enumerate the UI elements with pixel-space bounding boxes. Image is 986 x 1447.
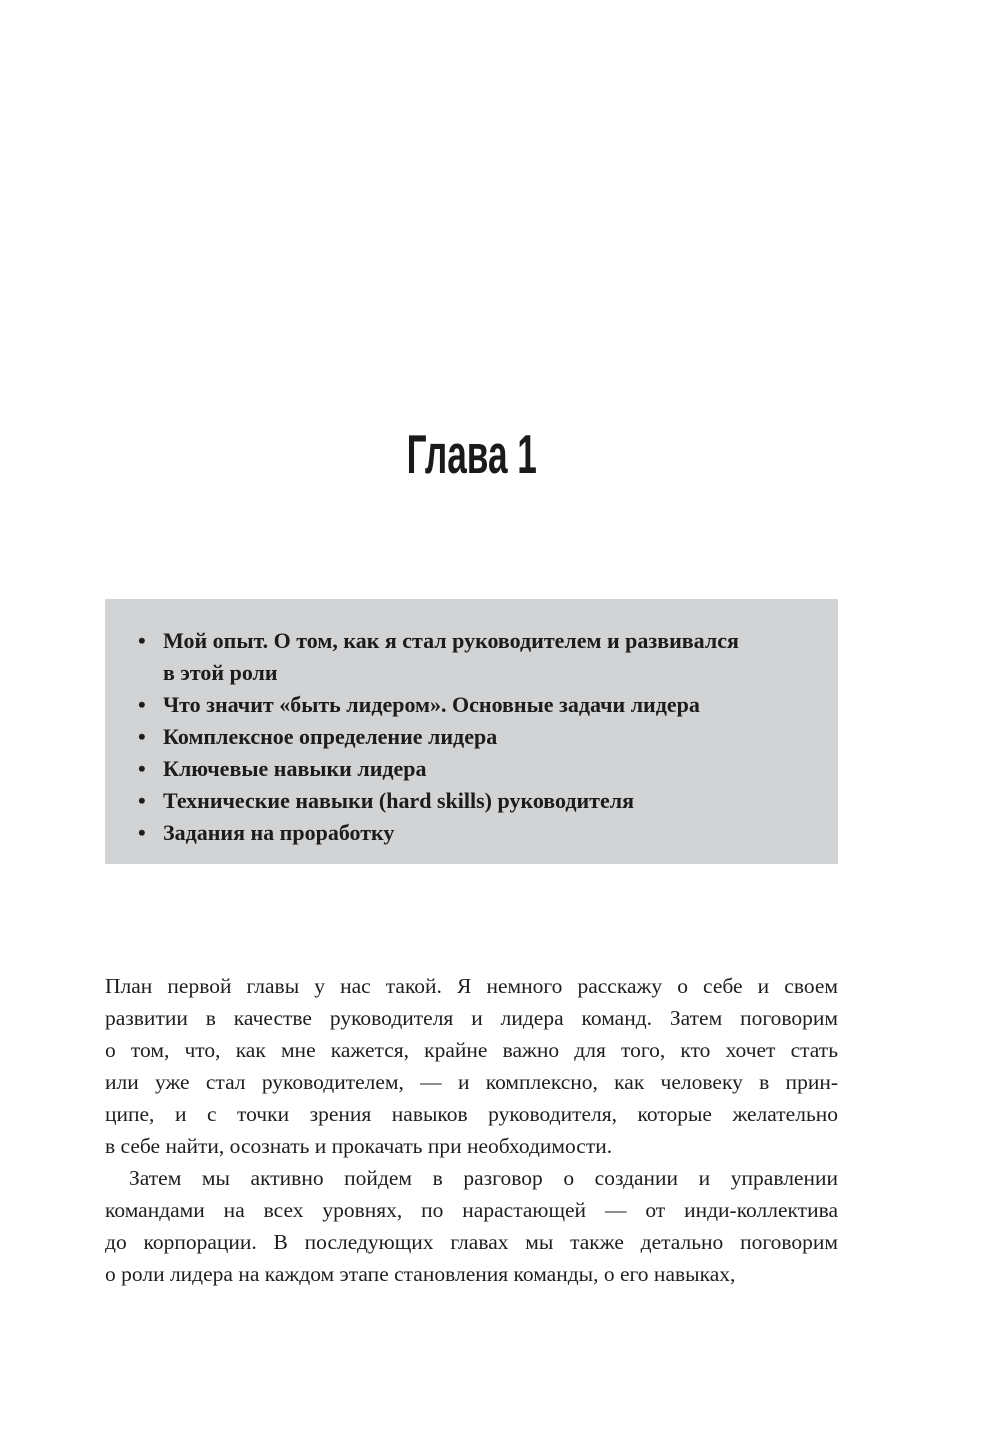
bullet-item-line: Мой опыт. О том, как я стал руководителем и развивался bbox=[163, 628, 739, 653]
text-line: до корпорации. В последующих главах мы также детально поговорим bbox=[105, 1230, 838, 1254]
text-line: развитии в качестве руководителя и лидера команд. Затем поговорим bbox=[105, 1006, 838, 1030]
bullet-item-line: Комплексное определение лидера bbox=[163, 724, 498, 749]
text-line: о роли лидера на каждом этапе становления команды, о его навыках, bbox=[105, 1262, 736, 1286]
bullet-item-line: Задания на проработку bbox=[163, 820, 395, 845]
bullet-icon: • bbox=[138, 820, 146, 845]
bullet-item-line: Технические навыки (hard skills) руководителя bbox=[163, 788, 635, 813]
body-text bbox=[105, 970, 838, 1290]
summary-list-item bbox=[105, 721, 810, 753]
summary-list-item bbox=[105, 625, 810, 689]
text-line: в себе найти, осознать и прокачать при необходимости. bbox=[105, 1134, 613, 1158]
bullet-item-lines bbox=[163, 817, 810, 849]
bullet-item-line: в этой роли bbox=[163, 660, 278, 685]
text-line: План первой главы у нас такой. Я немного расскажу о себе и своем bbox=[105, 974, 838, 998]
text-line: о том, что, как мне кажется, крайне важно для того, кто хочет стать bbox=[105, 1038, 838, 1062]
text-line: командами на всех уровнях, по нарастающей — от инди-коллектива bbox=[105, 1198, 838, 1222]
chapter-title-wrap bbox=[105, 423, 838, 485]
bullet-icon: • bbox=[138, 788, 146, 813]
chapter-summary-box bbox=[105, 599, 838, 864]
bullet-item-lines bbox=[163, 625, 810, 689]
text-line: Затем мы активно пойдем в разговор о создании и управлении bbox=[129, 1166, 838, 1190]
bullet-item-line: Ключевые навыки лидера bbox=[163, 756, 427, 781]
bullet-item-lines bbox=[163, 721, 810, 753]
paragraph bbox=[105, 970, 838, 1162]
bullet-item-lines bbox=[163, 785, 810, 817]
bullet-icon: • bbox=[138, 724, 146, 749]
summary-list-item bbox=[105, 753, 810, 785]
summary-list bbox=[105, 625, 810, 849]
text-line: ципе, и с точки зрения навыков руководителя, которые желательно bbox=[105, 1102, 838, 1126]
chapter-title: Глава 1 bbox=[406, 423, 537, 485]
bullet-icon: • bbox=[138, 628, 146, 653]
text-line: или уже стал руководителем, — и комплексно, как человеку в прин- bbox=[105, 1070, 838, 1094]
bullet-item-lines bbox=[163, 753, 810, 785]
paragraph bbox=[105, 1162, 838, 1290]
summary-list-item bbox=[105, 785, 810, 817]
bullet-item-line: Что значит «быть лидером». Основные задачи лидера bbox=[163, 692, 700, 717]
summary-list-item bbox=[105, 689, 810, 721]
bullet-item-lines bbox=[163, 689, 810, 721]
bullet-icon: • bbox=[138, 756, 146, 781]
bullet-icon: • bbox=[138, 692, 146, 717]
summary-list-item bbox=[105, 817, 810, 849]
